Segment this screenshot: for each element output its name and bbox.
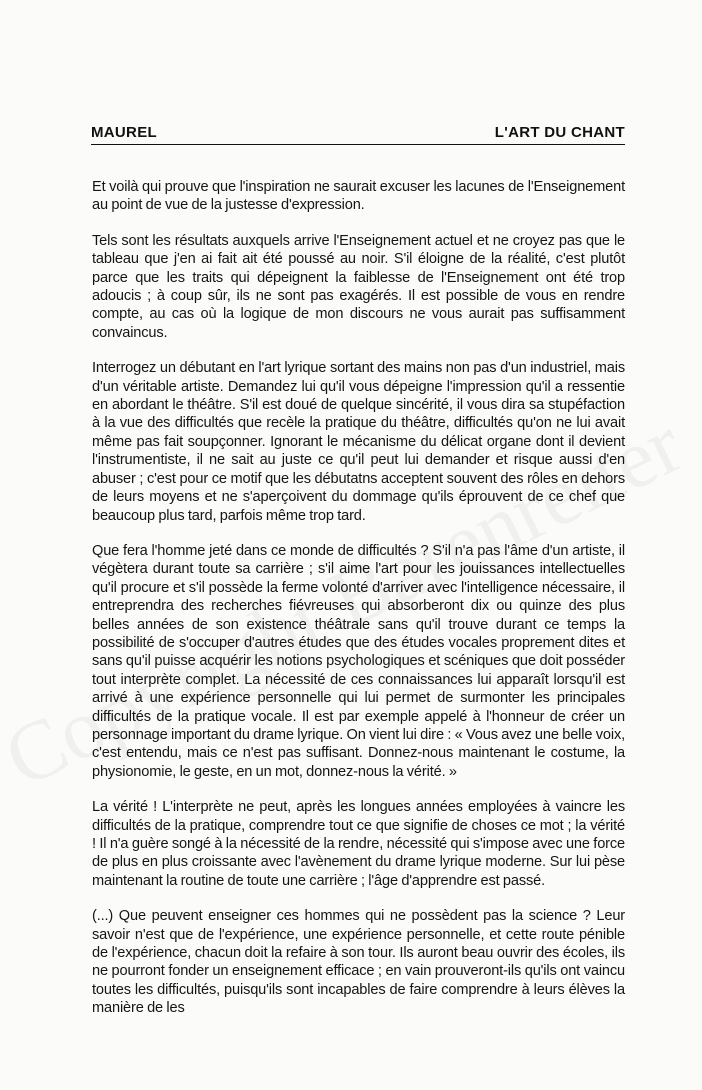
paragraph-5: La vérité ! L'interprète ne peut, après les longues années employées à vaincre les difficultés de la pratique, comprendre tout ce que signifie de choses ce mot ; la vérité ! Il n'a guère songé à la nécessité de la rendre, nécessité qui s'impose avec une force de plus en plus croissante avec l'avènement du drame lyrique moderne. Sur lui pèse maintenant la routine de toute une carrière ; l'âge d'apprendre est passé. (92, 799, 625, 889)
header-rule (91, 144, 625, 145)
paragraph-4: Que fera l'homme jeté dans ce monde de difficultés ? S'il n'a pas l'âme d'un artiste, il végètera durant toute sa carrière ; s'il aime l'art pour les jouissances intellectuelles qu'il procure et s'il possède la ferme volonté d'arriver avec l'intelligence nécessaire, il entreprendra des recherches fiévreuses qui absorberont dix ou quinze des plus belles années de son existence théâtrale sans qu'il trouve durant ce temps la possibilité de s'occuper d'autres études que des études vocales proprement dites et sans qu'il puisse acquérir les notions psychologiques et scéniques que doit posséder tout interprète complet. La nécessité de ces connaissances lui apparaît lorsqu'il est arrivé à une expérience personnelle qui lui permet de surmonter les principales difficultés de la pratique vocale. Il est par exemple appelé à l'honneur de créer un personnage important du drame lyrique. On vient lui dire : « Vous avez une belle voix, c'est entendu, mais ce n'est pas suffisant. Donnez-nous maintenant le costume, la physionomie, le geste, en un mot, donnez-nous la vérité. » (92, 542, 625, 780)
header-author: MAUREL (91, 124, 157, 141)
header-title: L'ART DU CHANT (494, 124, 625, 141)
paragraph-3: Interrogez un débutant en l'art lyrique sortant des mains non pas d'un industriel, mais d'un véritable artiste. Demandez lui qu'il vous dépeigne l'impression qu'il a ressentie en abordant le théâtre. S'il est doué de quelque sincérité, il vous dira sa stupéfaction à la vue des difficultés que recèle la pratique du théâtre, difficultés qu'on ne lui avait même pas fait soupçonner. Ignorant le mécanisme du délicat organe dont il devient l'instrumentiste, il ne sait au juste ce qu'il peut lui demander et risque aussi d'en abuser ; c'est pour ce motif que les débutatns acceptent souvent des rôles en dehors de leurs moyens et ne s'aperçoivent du dommage qu'ils éprouvent de ce chef que beaucoup plus tard, parfois même trop tard. (92, 360, 625, 524)
paragraph-2: Tels sont les résultats auxquels arrive l'Enseignement actuel et ne croyez pas que le tableau que j'en ai fait ait été poussé au noir. S'il éloigne de la réalité, c'est plutôt parce que les traits qui dépeignent la faiblesse de l'Enseignement ont été trop adoucis ; à coup sûr, ils ne sont pas exagérés. Il est possible de vous en rendre compte, au cas où la logique de mon discours ne vous aurait pas suffisamment convaincus. (92, 232, 625, 341)
running-header (91, 124, 625, 144)
paragraph-6: (...) Que peuvent enseigner ces hommes qui ne possèdent pas la science ? Leur savoir n'est que de l'expérience, une expérience personnelle, et cette route pénible de l'expérience, chacun doit la refaire à son tour. Ils auront beau ouvrir des écoles, ils ne pourront fonder un enseignement efficace ; en vain prouveront-ils qu'ils ont vaincu toutes les difficultés, puisqu'ils sont incapables de faire comprendre à leurs élèves la manière de les (92, 908, 625, 1017)
paragraph-1: Et voilà qui prouve que l'inspiration ne saurait excuser les lacunes de l'Enseignement au point de vue de la justesse d'expression. (92, 179, 625, 214)
body-text (92, 178, 625, 1035)
